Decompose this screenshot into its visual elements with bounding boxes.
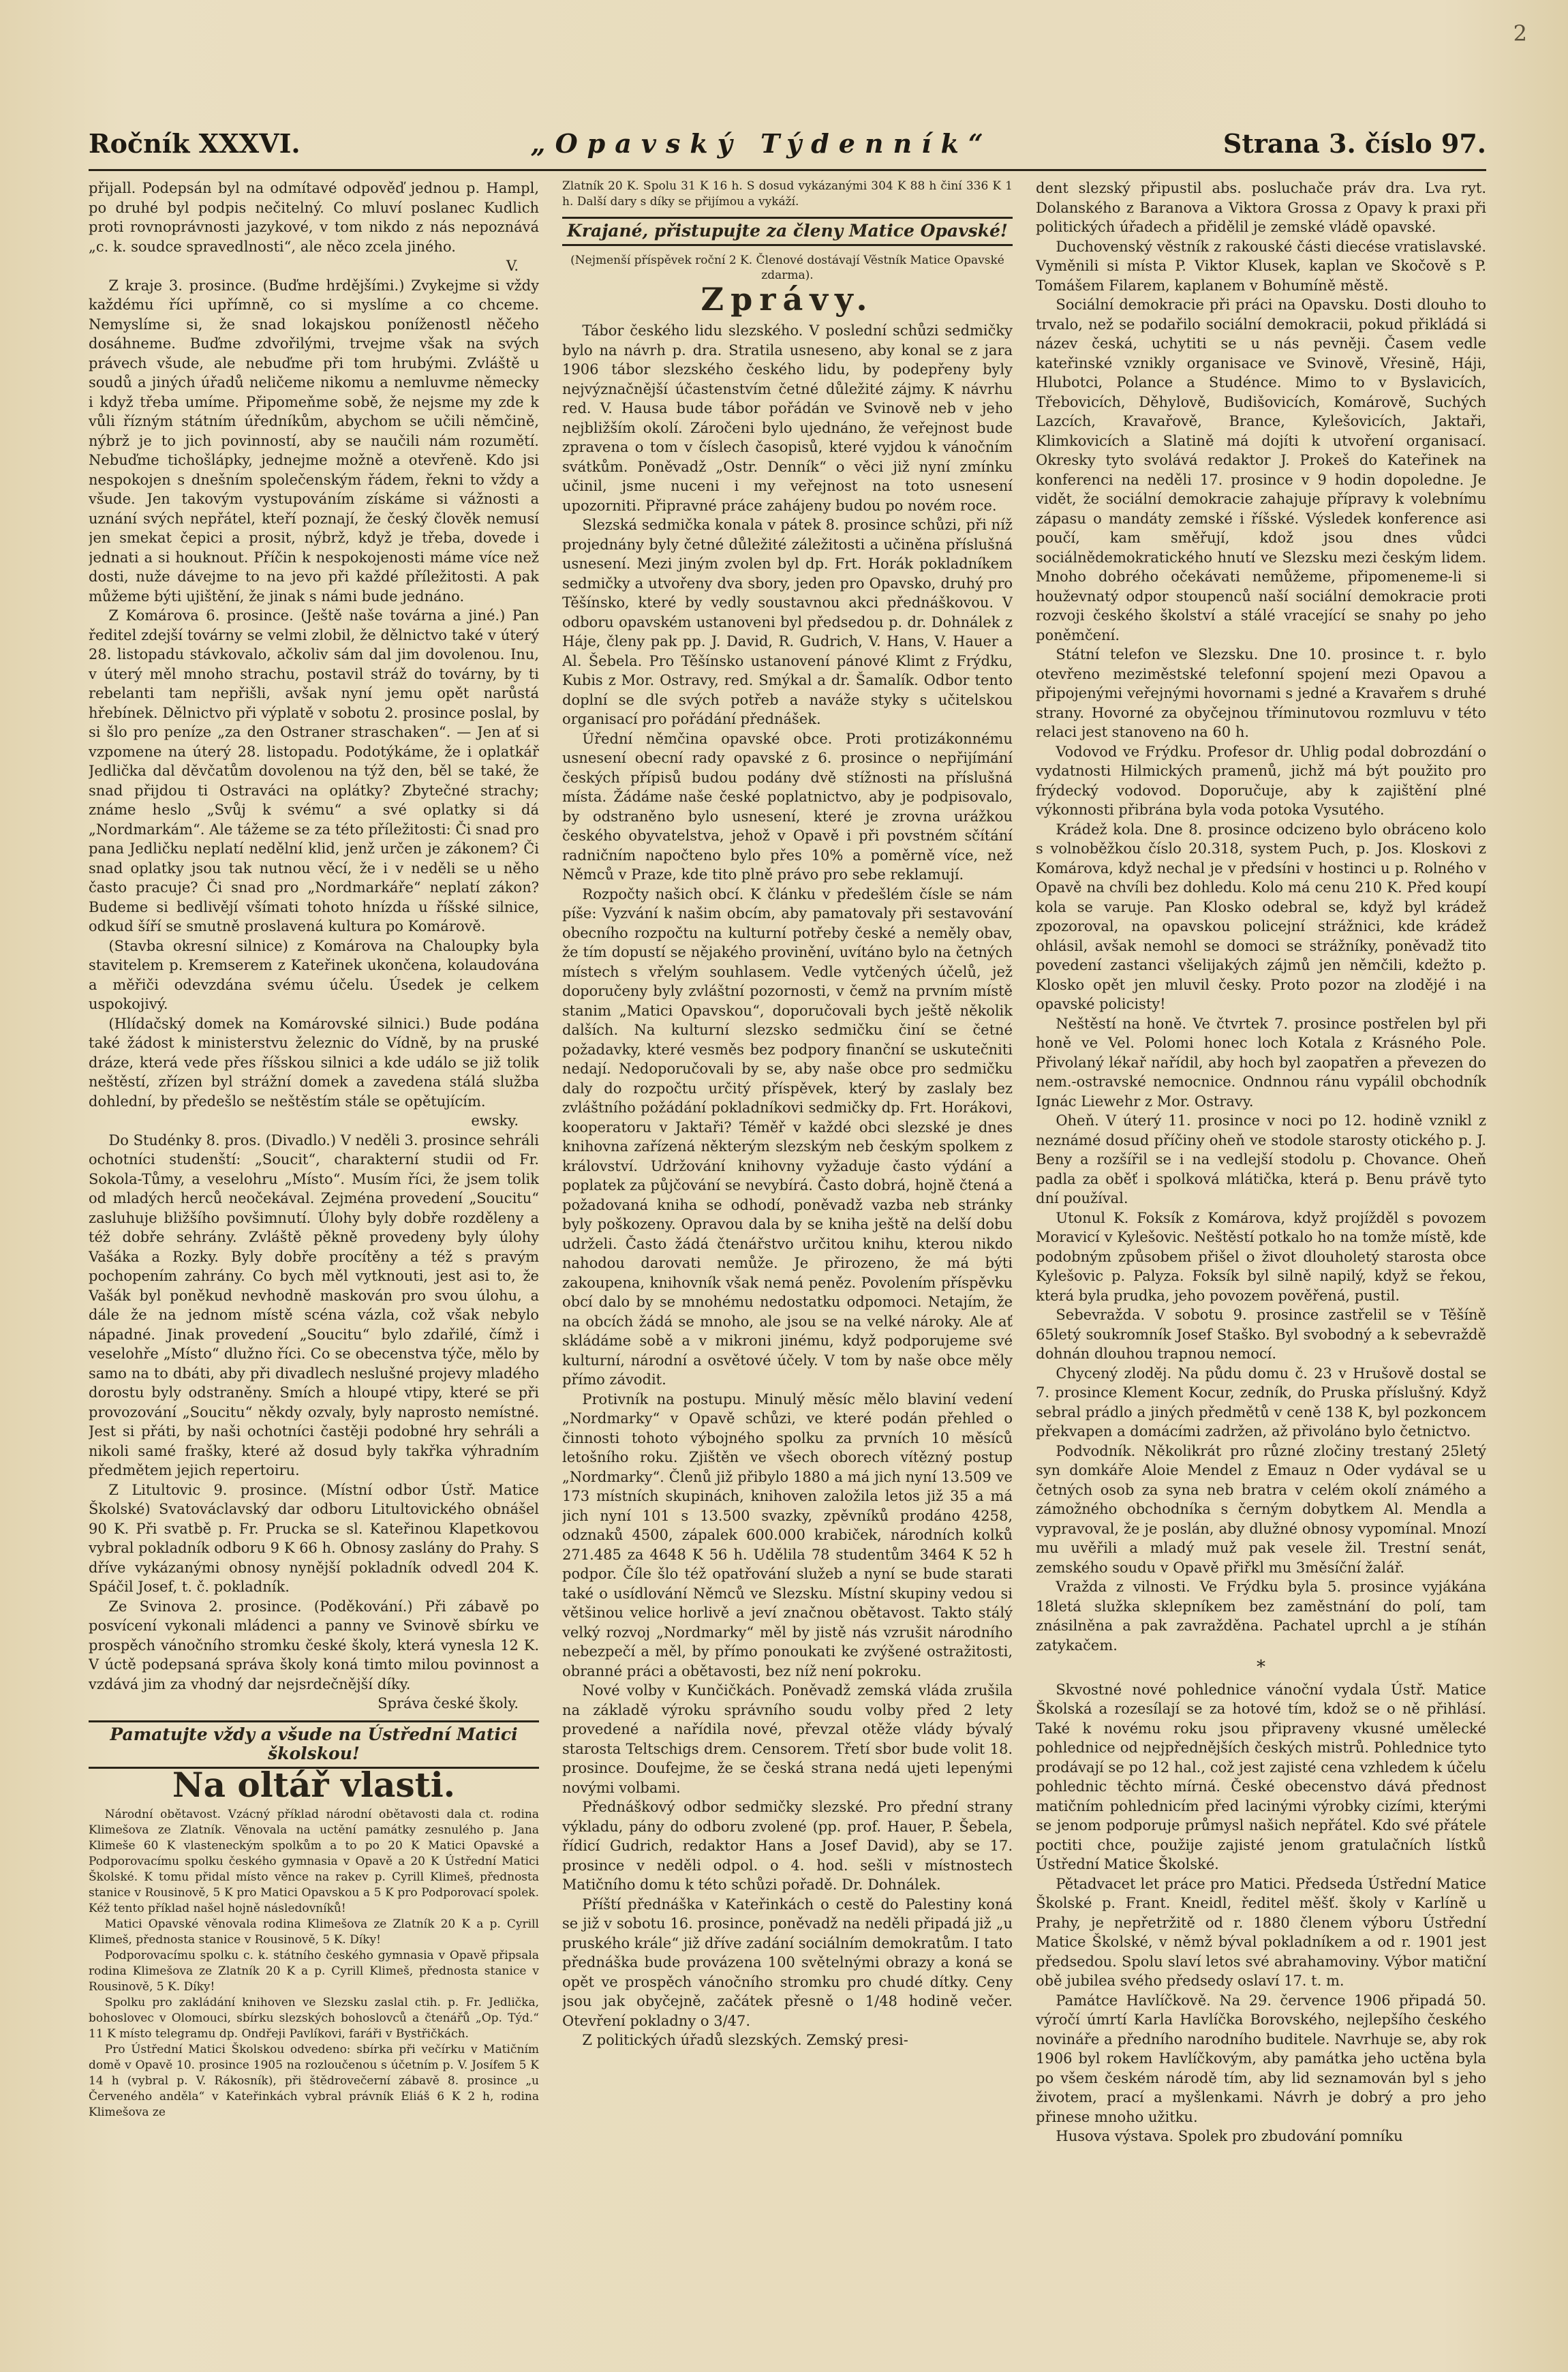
volume-label: Ročník XXXVI.: [89, 127, 301, 159]
article-text: Do Studénky 8. pros. (Divadlo.) V neděli 3. prosince sehráli ochotníci studenští: „Soucit“, charakterní studii od Fr. Sokola-Tůmy, a veselohru „Místo“. Musím říci, že jsem tolik od mladých herců neočekával. Zejména provedení „Soucitu“ zasluhuje bližšího povšimnutí. Úlohy byly dobře rozděleny a též dobře sehrány. Zvláště pěkně provedeny byly úlohy Vašáka a Rozky. Byly dobře procítěny a též s pravým pochopením zahrány. Co bych měl vytknouti, jest asi to, že Vašák byl poněkud nevhodně maskován pro svou úlohu, a dále že na jednom místě scéna vázla, což však nebylo nápadné. Jinak provedení „Soucitu“ bylo zdařilé, čímž i veselohře „Místo“ dlužno říci. Co se obecenstva týče, mělo by samo na to dbáti, aby při divadlech neslušné projevy mladého dorostu byly odstraněny. Smích a hloupé vtipy, které se při provozování „Soucitu“ někdy ozvaly, byly naprosto nemístné. Jest si přáti, by naši ochotníci častěji podobné hry sehráli a nikoli samé frašky, které až dosud byly takřka výhradním předmětem jejich repertoiru.: [89, 1131, 539, 1478]
matice-opavska-box: Krajané, přistupujte za členy Matice Opavské!: [562, 217, 1013, 246]
article-text: Utonul K. Foksík z Komárova, když projížděl s povozem Moravicí v Kylešovic. Neštěstí potkalo ho na tomže místě, kde podobným způsobem přišel o život dlouholetý starosta obce Kylešovic p. Palyza. Foksík byl silně napilý, když se řekou, která byla prudka, jeho povozem pověřená, pustil.: [1036, 1209, 1486, 1304]
article-text: Státní telefon ve Slezsku. Dne 10. prosince t. r. bylo otevřeno meziměstské telefonní spojení mezi Opavou a připojenými veřejnými hovornami s jedné a Kravařem s druhé strany. Hovorné za obyčejnou tříminutovou rozmluvu v této relaci jest stanoveno na 60 h.: [1036, 646, 1486, 740]
article-text: Tábor českého lidu slezského. V poslední schůzi sedmičky bylo na návrh p. dra. Stratila usneseno, aby konal se z jara 1906 tábor slezského českého lidu, by podepřeny byly nejvýznačnější účastenstvím četné důležité zájmy. K návrhu red. V. Hausa bude tábor pořádán ve Svinově neb v jeho nejbližším okolí. Záročeni bylo ujednáno, že veřejnost bude zpravena o tom v číslech časopisů, které vyjdou k vánočním svátkům. Poněvadž „Ostr. Denník“ o věci již nyní zmínku učinil, jsme nuceni i my veřejnost na toto usnesení upozorniti. Připravné práce zahájeny budou po novém roce.: [562, 322, 1013, 514]
article-text: Oheň. V úterý 11. prosince v noci po 12. hodině vznikl z neznámé dosud příčiny oheň ve stodole starosty otického p. J. Beny a rozšířil se i na vedlejší stodolu p. Chovance. Oheň padla za oběť i spolková mlátička, která p. Benu právě tyto dní používal.: [1036, 1112, 1486, 1206]
signature: V.: [506, 258, 519, 274]
box-note: (Nejmenší příspěvek roční 2 K. Členové dostávají Věstník Matice Opavské zdarma).: [570, 253, 1004, 282]
article-text: Skvostné nové pohlednice vánoční vydala Ústř. Matice Školská a rozesílají se za hotové tím, kdož se o ně přihlásí. Také k novému roku jsou připraveny vkusné umělecké pohlednice od nejpřednějších českých mistrů. Pohlednice tyto prodávají se po 12 hal., což jest zajisté cena vzhledem k účelu pohlednic těchto mírná. České obecenstvo dává přednost matičním pohlednicím před lacinými výrobky cizími, kterými se jenom podporuje průmysl našich nepřátel. Kdo své přátele poctiti chce, použije zajisté jenom gratulačních lístků Ústřední Matice Školské.: [1036, 1681, 1486, 1872]
article-text: Úřední němčina opavské obce. Proti protizákonnému usnesení obecní rady opavské z 6. prosince o nepřijímání českých přípisů budou podány dvě stížnosti na příslušná místa. Žádáme naše české poplatnictvo, aby je podpisovalo, by odstraněno bylo usnesení, které je zrovna urážkou českého obyvatelstva, jehož v Opavě i při povstném sčítání radničním napočteno bylo přes 10% a poměrně více, než Němců v Praze, kde tito plně právo pro sebe reklamují.: [562, 730, 1013, 883]
article-text: Rozpočty našich obcí. K článku v předešlém čísle se nám píše: Vyzvání k našim obcím, aby pamatovaly při sestavování obecního rozpočtu na kulturní potřeby české a neměly obav, že tím dopustí se nějakého provinění, uvítáno bylo na četných místech s vřelým souhlasem. Vedle vytčených účelů, jež doporučeny byly zvláštní pozornosti, v čemž na prvním místě stanim „Matici Opavskou“, doporučovali bych ještě několik dalších. Na kulturní slezsko sedmičku činí se četné požadavky, které vesměs bez podpory finanční se uskutečniti nedají. Nedoporučovali by se, aby naše obce pro sedmičku daly do rozpočtu určitý příspěvek, který by zaslaly bez zvláštního požádání pokladníkovi sedmičky dp. Frt. Horákovi, kooperatoru v Jaktaři? Téměř v každé obci slezské je dnes knihovna zařízená některým slezským neb českým spolkem z království. Udržování knihovny vyžaduje často výdání a poplatek za půjčování se nevybírá. Často dobrá, hojně čtená a požadovaná kniha se odhodí, poněvadž vazba neb stránky byly poškozeny. Opravou dala by se kniha ještě na delší dobu udrželi. Často žádá čtenářstvo určitou knihu, kterou nikdo nahodou darovati nemůže. Je přirozeno, že má býti zakoupena, knihovník však nemá peněz. Povolením příspěvku obcí dalo by se mnohému nedostatku odpomoci. Netajím, že na obcích žádá se mnoho, ale jsou se na velké nároky. Ale ať skládáme sobě a v mikroni jinému, když podporujeme své kulturní, národní a osvětové účely. V tom by naše obce měly přímo závodit.: [562, 885, 1013, 1388]
article-text: Slezská sedmička konala v pátek 8. prosince schůzi, při níž projednány byly četné důležité záležitosti a učiněna příslušná usnesení. Mezi jiným zvolen byl dp. Frt. Horák pokladníkem sedmičky a utvořeny dva sbory, jeden pro Opavsko, druhý pro Těšínsko, které by vedly soustavnou akci přednáškovou. V odboru opavském ustanoveni byl předsedou p. dr. Dohnálek z Háje, členy pak pp. J. David, R. Gudrich, V. Hans, V. Hauer a Al. Šebela. Pro Těšínsko ustanovení pánové Klimt z Frýdku, Kubis z Mor. Ostravy, red. Smýkal a dr. Šamalík. Odbor tento doplní se dle svých potřeb a naváže styky s učitelskou organisací pro pořádání přednášek.: [562, 517, 1013, 727]
donation-text: Podporovacímu spolku c. k. státního českého gymnasia v Opavě připsala rodina Klimešova ze Zlatník 20 K a p. Cyrill Klimeš, přednosta stanice v Rousinově, 5 K. Díky!: [89, 1949, 539, 1994]
column-2: [562, 179, 1013, 2324]
article-text: Nové volby v Kunčičkách. Poněvadž zemská vláda zrušila na základě výroku správního soudu volby před 2 lety provedené a nařídila nové, převzal otěže vlády bývalý starosta Teltschigs drem. Censorem. Třetí sbor bude volit 18. prosince. Doufejme, že se česká strana nedá ujeti lepenými novými volbami.: [562, 1682, 1013, 1796]
donation-text: Matici Opavské věnovala rodina Klimešova ze Zlatník 20 K a p. Cyrill Klimeš, přednosta stanice v Rousinově, 5 K. Díky!: [89, 1917, 539, 1947]
newspaper-title: „Opavský Týdenník“: [530, 127, 993, 159]
article-text: Krádež kola. Dne 8. prosince odcizeno bylo obráceno kolo s volnoběžkou číslo 20.318, system Puch, p. Jos. Kloskovi z Komárova, když nechal je v předsíni v hostinci u p. Rolného v Opavě na chvíli bez dohledu. Kolo má cenu 210 K. Před koupí kola se varuje. Pan Klosko odebral se, když byl krádež zpozoroval, na opavskou policejní strážnici, kde krádež ohlásil, avšak nemohl se domoci se strážníky, poněvadž tito povedení zastanci všelijakých zájmů jen němčili, kdežto p. Klosko opět jen mluvil česky. Proto pozor na zlodějé i na opavské policisty!: [1036, 821, 1486, 1012]
article-text: Podvodník. Několikrát pro různé zločiny trestaný 25letý syn domkáře Aloie Mendel z Emauz n Oder vydával se u četných osob za syna neb bratra v celém okolí známého a zámožného obchodníka s černým dobytkem Al. Mendla a vypravoval, že je poslán, aby dlužné obnosy vypomínal. Mnozí mu uvěřili a mladý muž pak vesele žil. Trestní senát, zemského soudu v Opavě přiřkl mu 3měsíční žalář.: [1036, 1442, 1486, 1576]
article-text: Ze Svinova 2. prosince. (Poděkování.) Při zábavě po posvícení vykonali mládenci a panny ve Svinově sbírku ve prospěch vánočního stromku české školy, která vynesla 12 K. V úctě podepsaná správa školy koná timto milou povinnost a vzdává jim za vhodný dar nejsrdečnější díky.: [89, 1598, 539, 1692]
article-text: Z politických úřadů slezských. Zemský presi-: [582, 2032, 908, 2048]
article-text: Sebevražda. V sobotu 9. prosince zastřelil se v Těšíně 65letý soukromník Josef Staško. Byl svobodný a k sebevraždě dohnán dlouhou trapnou nemocí.: [1036, 1307, 1486, 1362]
donation-text: Spolku pro zakládání knihoven ve Slezsku zaslal ctih. p. Fr. Jedlička, bohoslovec v Olomouci, sbírku slezských bohoslovců a čtenářů „Op. Týd.“ 11 K místo telegramu dp. Ondřeji Pavlíkovi, faráři v Bystřičkách.: [89, 1996, 539, 2041]
article-text: (Hlídačský domek na Komárovské silnici.) Bude podána také žádost k ministerstvu železnic do Vídně, by na pruské dráze, která vede přes říšskou silnici a kde událo se již tolik neštěstí, zřízen byl strážní domek a zavedena stálá služba dohlední, by předešlo se neštěstím stále se opětujícím.: [89, 1015, 539, 1110]
section-title: Zprávy.: [701, 280, 874, 318]
section-divider: *: [1257, 1657, 1265, 1677]
section-title: Na oltář vlasti.: [172, 1764, 456, 1805]
article-text: Vodovod ve Frýdku. Profesor dr. Uhlig podal dobrozdání o vydatnosti Hilmických pramenů, jichž má být použito pro frýdecký vodovod. Doporučuje, aby k zajištění plné výkonnosti přibrána byla voda potoka Vysutého.: [1036, 743, 1486, 818]
article-text: Příští přednáška v Kateřinkách o cestě do Palestiny koná se již v sobotu 16. prosince, poněvadž na neděli připadá již „u pruského krále“ již dříve zadání sociálním demokratům. I tato přednáška bude provázena 100 světelnými obrazy a koná se opět ve prospěch vánočního stromku pro chudé dítky. Ceny jsou jak obyčejně, začátek přesně o 1/48 hodině večer. Otevření pokladny o 3/47.: [562, 1896, 1013, 2029]
column-3: [1036, 179, 1486, 2324]
article-text: Protivník na postupu. Minulý měsíc mělo blaviní vedení „Nordmarky“ v Opavě schůzi, ve které podán přehled o činnosti tohoto výbojného spolku za prvních 10 měsíců letošního roku. Zjištěn ve všech oborech vítězný postup „Nordmarky“. Členů již přibylo 1880 a má jich nyní 13.509 ve 173 místních skupinách, knihoven založila letos již 35 a má jich nyní 101 s 13.500 svazky, zpěvníků prodáno 4258, odznaků 4500, zápalek 600.000 krabiček, národních kolků 271.485 za 4648 K 56 h. Udělila 78 studentům 3464 K 52 h podpor. Číle šlo též opatřování služeb a nyní se bude starati také o usídlování Němců ve Slezsku. Místní skupiny vedou si většinou velice horlivě a jeví značnou obětavost. Takto stálý velký rozvoj „Nordmarky“ měl by jistě nás vzrušit národního nebezpečí a měl, by přímo ponoukati ke zvýšené ostražitosti, obranné práci a obětavosti, bez níž není pokroku.: [562, 1390, 1013, 1679]
page-number: Strana 3. číslo 97.: [1223, 127, 1486, 159]
article-text: Sociální demokracie při práci na Opavsku. Dosti dlouho to trvalo, než se podařilo sociální demokracii, pokud přikládá si název česká, uchytiti se u nás pevněji. Časem vedle kateřinské vznikly organisace ve Svinově, Vřesině, Háji, Hlubotci, Polance a Studénce. Mimo to v Byslavicích, Třebovicích, Děhylově, Budišovicích, Komárově, Suchých Lazcích, Kravařově, Brance, Kylešovicích, Jaktaři, Klimkovicích a Slatině má dojíti k utvoření organisací. Okresky tyto svolává redaktor J. Prokeš do Kateřinek na konferenci na neděli 17. prosince v 9 hodin dopoledne. Je vidět, že sociální demokracie zahajuje přípravy k volebnímu zápasu o mandáty zemské i říšské. Výsledek konference asi poučí, kam směřují, kdož jsou dnes vůdci sociálnědemokratického hnutí ve Slezsku mezi českým lidem. Mnoho dobrého očekávati nemůžeme, připomeneme-li si houževnatý odpor stoupenců naší sociální demokracie proti rozvoji českého školství a stálé vracející se snahy po jeho poněmčení.: [1036, 296, 1486, 643]
signature: ewsky.: [471, 1112, 519, 1129]
article-text: Přednáškový odbor sedmičky slezské. Pro přední strany výkladu, pány do odboru zvolené (pp. prof. Hauer, P. Šebela, řídicí Gudrich, redaktor Hans a Josef David), aby se 17. prosince v neděli odpol. o 4. hod. sešli v místnostech Matičního domu k této schůzi pořadě. Dr. Dohnálek.: [562, 1799, 1013, 1893]
article-text: Z Litultovic 9. prosince. (Místní odbor Ústř. Matice Školské) Svatováclavský dar odboru Litultovického obnášel 90 K. Při svatbě p. Fr. Prucka se sl. Kateřinou Klapetkovou vybral pokladník odboru 9 K 66 h. Obnosy zaslány do Prahy. S dříve vykázanými obnosy nynější pokladník odvedl 204 K. Spáčil Josef, t. č. pokladník.: [89, 1481, 539, 1595]
article-text: Památce Havlíčkově. Na 29. července 1906 připadá 50. výročí úmrtí Karla Havlíčka Borovského, nejlepšího českého novináře a předního narodního buditele. Navrhuje se, aby rok 1906 byl rokem Havlíčkovým, aby památka jeho uctěna byla po všem českém národě tím, aby lid seznamován byl s jeho životem, prací a myšlenkami. Návrh je dobrý a pro jeho přinese mnoho užitku.: [1036, 1992, 1486, 2125]
corner-mark: 2: [1513, 20, 1527, 46]
article-text: Z kraje 3. prosince. (Buďme hrdějšími.) Zvykejme si vždy každému říci upřímně, co si myslíme a co chceme. Nemyslíme si, že snad lokajskou poníženostl něčeho dosáhneme. Buďme zdvořilými, trvejme však na svých právech všude, ale nebuďme při tom hrubými. Zvláště u soudů a jiných úřadů neličeme nikomu a nemluvme německy i když třeba umíme. Připomeňme sobě, že nejsme my zde k vůli řízným státním úředníkům, abychom se učili němčině, nýbrž je to jich povinností, aby se naučili nám rozumětí. Nebuďme tichošlápky, jednejme možně a otevřeně. Kdo jsi nespokojen s dnešním společenským řádem, řekni to vždy a všude. Jen takovým vystupováním získáme si vážnosti a uznání svých nepřátel, kteří poznají, že český člověk nemusí jen smekat čepici a prosit, nýbrž, když je třeba, dovede i jednati a si houknout. Příčin k nespokojenosti máme více než dosti, nuže dávejme to na jevo při každé příležitosti. A pak můžeme býti ujištění, že jinak s námi bude jednáno.: [89, 277, 539, 605]
donation-text: Pro Ústřední Matici Školskou odvedeno: sbírka při večírku v Matičním domě v Opavě 10. prosince 1905 na rozloučenou s účetním p. V. Josífem 5 K 14 h (vybral p. V. Rákosník), při štědrovečerní zábavě 8. prosince „u Červeného anděla“ v Kateřinkách vybral právník Eliáš 6 K 2 h, rodina Klimešova ze: [89, 2043, 539, 2119]
donation-text: Zlatník 20 K. Spolu 31 K 16 h. S dosud vykázanými 304 K 88 h činí 336 K 1 h. Další dary s díky se přijímou a vykáží.: [562, 179, 1013, 209]
article-text: Z Komárova 6. prosince. (Ještě naše továrna a jiné.) Pan ředitel zdejší továrny se velmi zlobil, že dělnictvo také v úterý 28. listopadu stávkovalo, ačkoliv sám dal jim dovolenou. Inu, v úterý měl mnoho strachu, postavil stráž do továrny, by ti rebelanti tam nepřišli, avšak nyní jemu opět narůstá hřebínek. Dělnictvo při výplatě v sobotu 2. prosince poslal, by si šlo pro peníze „za den Ostraner straschaken“. — Jen ať si vzpomene na úterý 28. listopadu. Podotýkáme, že i oplatkář Jedlička dal děvčatům dovolenou na týž den, běl se také, že snad přijdou ti Ostraváci na oplátky? Zbytečné strachy; známe heslo „Svůj k svému“ a své oplatky si dá „Nordmarkám“. Ale tážeme se za této příležitosti: Či snad pro pana Jedličku neplatí nedělní klid, jenž určen je zákonem? Či snad oplatky jsou tak nutnou věcí, že i v neděli se u něho často pracuje? Či snad pro „Nordmarkáře“ neplatí zákon? Budeme si bedlivějí všímati tohoto hnízda u říšské silnice, odkud šíří se smutně proslavená kultura po Komárově.: [89, 607, 539, 934]
page-header: [89, 123, 1486, 164]
matice-box: Pamatujte vždy a všude na Ústřední Matici školskou!: [89, 1720, 539, 1769]
article-text: přijall. Podepsán byl na odmítavé odpověď jednou p. Hampl, po druhé byl podpis nečitelný. Co mluví poslanec Kudlich proti rovnoprávnosti jazykové, v tom nikdo z nás nepoznává „c. k. soudce spravedlnosti“, ale něco zcela jiného.: [89, 180, 539, 255]
header-rule: [89, 169, 1486, 171]
article-text: Duchovenský věstník z rakouské části diecése vratislavské. Vyměnili si místa P. Viktor Klusek, kaplan ve Skočově s P. Tomášem Filarem, kaplanem v Bohumíně městě.: [1036, 238, 1486, 294]
article-text: dent slezský připustil abs. posluchače práv dra. Lva ryt. Dolanského z Baranova a Viktora Grossa z Opavy k praxi při politických úřadech a přidělil je zemské vládě opavské.: [1036, 180, 1486, 235]
article-text: Chycený zloděj. Na půdu domu č. 23 v Hrušově dostal se 7. prosince Klement Kocur, zedník, do Pruska příslušný. Když sebral prádlo a jiných předmětů v ceně 138 K, byl pozkoncem překvapen a domácími zadržen, až přivoláno bylo četnictvo.: [1036, 1365, 1486, 1440]
signature: Správa české školy.: [378, 1695, 519, 1712]
article-text: (Stavba okresní silnice) z Komárova na Chaloupky byla stavitelem p. Kremserem z Kateřinek ukončena, kolaudována a měřiči odevzdána svému účelu. Úsedek je celkem uspokojivý.: [89, 937, 539, 1012]
donation-text: Národní obětavost. Vzácný příklad národní obětavosti dala ct. rodina Klimešova ze Zlatník. Věnovala na uctění památky zesnulého p. Jana Klimeše 60 K vlasteneckým spolkům a to po 20 K Matici Opavské a Podporovacímu spolku českého gymnasia v Opavě a 20 K Ústřední Matici Školské. K tomu přidal místo věnce na rakev p. Cyrill Klimeš, přednosta stanice v Rousinově, 5 K pro Matici Opavskou a 5 K pro Podporovací spolek. Kéž tento příklad našel hojně následovníků!: [89, 1808, 539, 1915]
article-text: Neštěstí na honě. Ve čtvrtek 7. prosince postřelen byl při honě ve Vel. Polomi honec loch Kotala z Krásného Pole. Přivolaný lékař nařídil, aby hoch byl zaopatřen a převezen do nem.-ostravské nemocnice. Ondnnou ránu vypálil obchodník Ignác Liewehr z Mor. Ostravy.: [1036, 1015, 1486, 1110]
column-1: [89, 179, 539, 2324]
article-text: Pětadvacet let práce pro Matici. Předseda Ústřední Matice Školské p. Frant. Kneidl, ředitel měšť. školy v Karlíně u Prahy, je nepřetržitě od r. 1880 členem výboru Ústřední Matice Školské, v němž býval pokladníkem a od r. 1901 jest předsedou. Spolu slaví letos své abrahamoviny. Výbor matiční obě jubilea svého předsedy oslaví 17. t. m.: [1036, 1875, 1486, 1989]
article-text: Husova výstava. Spolek pro zbudování pomníku: [1056, 2128, 1403, 2144]
columns: [89, 179, 1486, 2324]
article-text: Vražda z vilnosti. Ve Frýdku byla 5. prosince vyjákána 18letá služka sklepníkem bez zaměstnání do polí, tam znásilněna a pak zavražděna. Pachatel uprchl a je stíhán zatykačem.: [1036, 1579, 1486, 1654]
